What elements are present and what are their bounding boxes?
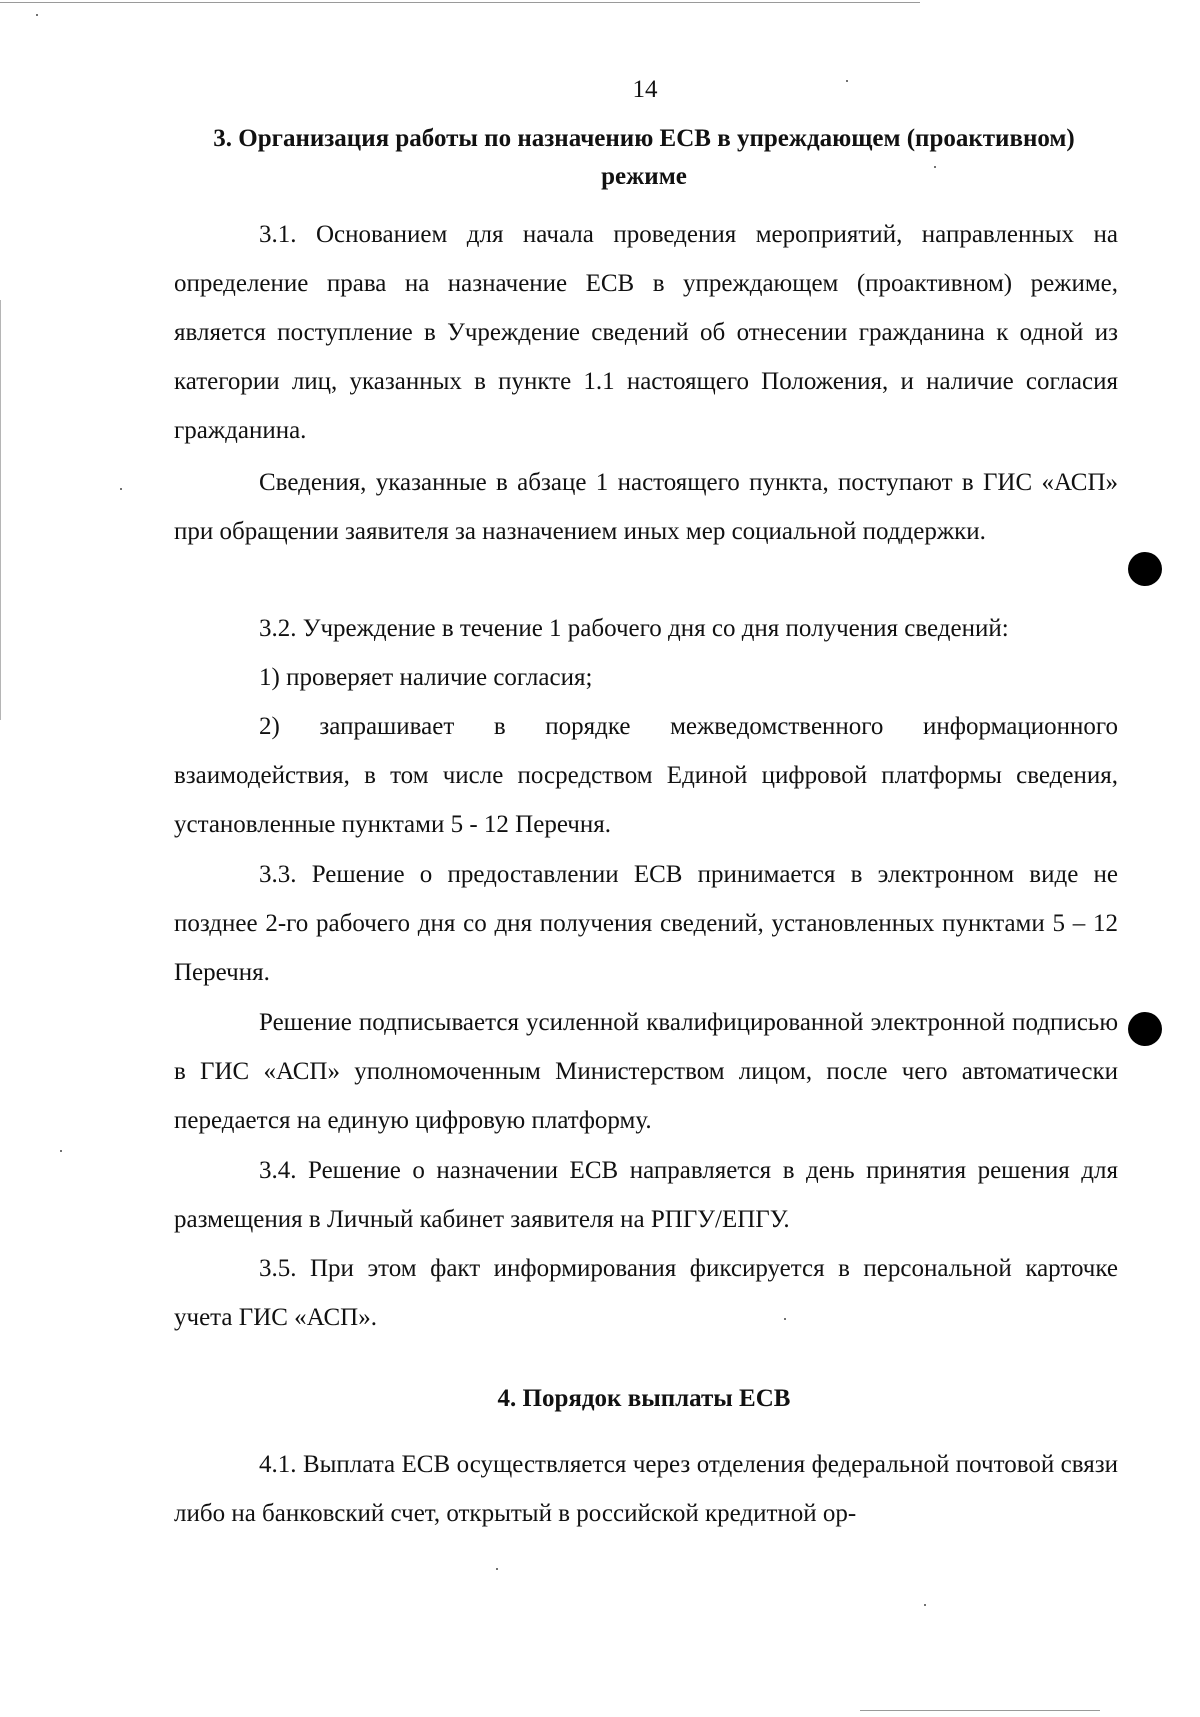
paragraph-4-1: 4.1. Выплата ЕСВ осуществляется через отделения федеральной почтовой связи либо на банковский счет, открытый в российской кредитной ор- (174, 1451, 1118, 1527)
scan-edge-left (0, 300, 1, 720)
scan-speck (924, 1604, 926, 1606)
page-number: 14 (632, 76, 658, 103)
paragraph-3-1: 3.1. Основанием для начала проведения мероприятий, направленных на определение права на назначение ЕСВ в упреждающем (проактивном) режиме, является поступление в Учреждение сведений об отнесении гражданина к одной из категории лиц, указанных в пункте 1.1 настоящего Положения, и наличие согласия гражданина. (174, 221, 1118, 444)
scan-speck (120, 488, 122, 490)
paragraph-3-3-signature: Решение подписывается усиленной квалифицированной электронной подписью в ГИС «АСП» уполномоченным Министерством лицом, после чего автоматически передается на единую цифровую платформу. (174, 1009, 1118, 1134)
paragraph-3-1-info: Сведения, указанные в абзаце 1 настоящего пункта, поступают в ГИС «АСП» при обращении заявителя за назначением иных мер социальной поддержки. (174, 469, 1118, 545)
paragraph-3-5: 3.5. При этом факт информирования фиксируется в персональной карточке учета ГИС «АСП». (174, 1255, 1118, 1331)
section-4-heading: 4. Порядок выплаты ЕСВ (497, 1385, 791, 1412)
paragraph-3-3: 3.3. Решение о предоставлении ЕСВ принимается в электронном виде не позднее 2-го рабочего дня со дня получения сведений, установленных пунктами 5 – 12 Перечня. (174, 861, 1118, 986)
section-3-heading: 3. Организация работы по назначению ЕСВ в упреждающем (проактивном) режиме (213, 125, 1075, 190)
scan-speck (60, 1150, 62, 1152)
paragraph-3-4: 3.4. Решение о назначении ЕСВ направляется в день принятия решения для размещения в Личный кабинет заявителя на РПГУ/ЕПГУ. (174, 1157, 1118, 1233)
scan-speck (36, 14, 38, 16)
punch-hole-upper (1128, 552, 1162, 586)
punch-hole-lower (1128, 1012, 1162, 1046)
paragraph-3-2: 3.2. Учреждение в течение 1 рабочего дня со дня получения сведений: (259, 615, 1009, 642)
paragraph-3-2-item-2: 2) запрашивает в порядке межведомственного информационного взаимодействия, в том числе посредством Единой цифровой платформы сведения, установленные пунктами 5 - 12 Перечня. (174, 713, 1118, 838)
scan-speck (496, 1568, 498, 1570)
scan-edge-bottom (860, 1710, 1100, 1711)
scan-edge-top (0, 2, 920, 3)
paragraph-3-2-item-1: 1) проверяет наличие согласия; (259, 664, 593, 691)
